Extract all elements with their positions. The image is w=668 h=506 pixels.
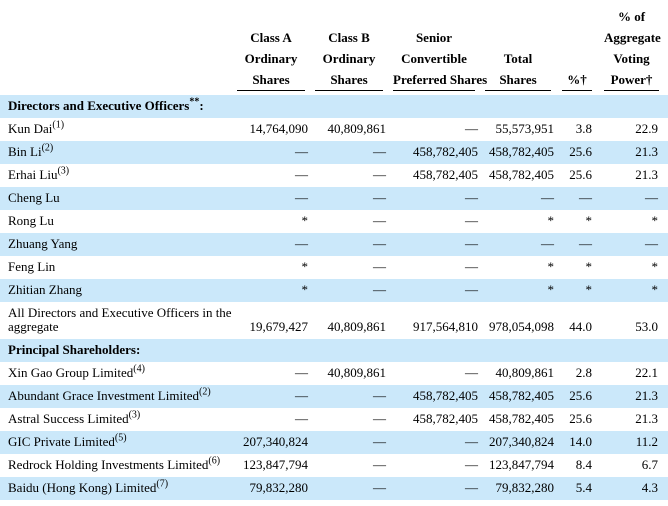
cell-preferred-shares: 458,782,405 xyxy=(413,411,478,426)
cell-voting-power: 22.9 xyxy=(635,121,658,136)
section-row xyxy=(0,95,668,118)
cell-voting-power: 22.1 xyxy=(635,365,658,380)
header-line: %† xyxy=(567,72,587,87)
cell-percent: 5.4 xyxy=(575,480,592,495)
header-line: Class B xyxy=(328,30,370,45)
header-line: Aggregate xyxy=(604,30,661,45)
table-row xyxy=(0,164,668,187)
cell-preferred-shares: — xyxy=(465,365,478,380)
cell-class-b-shares: — xyxy=(373,167,386,182)
cell-total-shares: 978,054,098 xyxy=(489,319,554,334)
cell-class-a-shares: 14,764,090 xyxy=(249,121,308,136)
ownership-table xyxy=(0,6,668,500)
table-row xyxy=(0,279,668,302)
holder-label: Abundant Grace Investment Limited xyxy=(8,388,199,403)
table-row xyxy=(0,431,668,454)
holder-label: Astral Success Limited xyxy=(8,411,129,426)
cell-percent: 14.0 xyxy=(569,434,592,449)
cell-voting-power: 21.3 xyxy=(635,144,658,159)
table-row xyxy=(0,210,668,233)
cell-percent: * xyxy=(585,259,592,274)
cell-holder-name xyxy=(0,164,232,187)
cell-class-a-shares: — xyxy=(295,190,308,205)
header-line: Ordinary xyxy=(244,51,298,66)
cell-percent: * xyxy=(585,282,592,297)
cell-preferred-shares: — xyxy=(465,434,478,449)
cell-class-b-shares: — xyxy=(373,457,386,472)
header-line: Shares xyxy=(252,72,290,87)
cell-total-shares: — xyxy=(541,190,554,205)
cell-percent: — xyxy=(579,190,592,205)
cell-class-b-shares: — xyxy=(373,480,386,495)
cell-voting-power: 21.3 xyxy=(635,388,658,403)
footnote-ref: (1) xyxy=(52,119,65,131)
section-colon: : xyxy=(135,342,141,357)
cell-total-shares: 207,340,824 xyxy=(489,434,554,449)
section-colon: : xyxy=(199,98,204,113)
cell-percent: * xyxy=(585,213,592,228)
cell-total-shares: 458,782,405 xyxy=(489,411,554,426)
cell-class-b-shares: — xyxy=(373,434,386,449)
cell-class-b-shares: 40,809,861 xyxy=(327,319,386,334)
cell-voting-power: 53.0 xyxy=(635,319,658,334)
cell-preferred-shares: — xyxy=(465,457,478,472)
section-label: Principal Shareholders xyxy=(8,342,136,357)
header-line: Convertible xyxy=(401,51,467,66)
cell-holder-name xyxy=(0,385,232,408)
cell-preferred-shares: — xyxy=(465,259,478,274)
cell-preferred-shares: — xyxy=(465,190,478,205)
cell-percent: 8.4 xyxy=(575,457,592,472)
holder-label: Xin Gao Group Limited xyxy=(8,365,134,380)
holder-label: All Directors and Executive Officers in the aggregate xyxy=(8,305,232,334)
cell-preferred-shares: 458,782,405 xyxy=(413,388,478,403)
header-class-a-shares xyxy=(232,6,310,95)
header-line: Power† xyxy=(610,72,653,87)
holder-label: Baidu (Hong Kong) Limited xyxy=(8,480,157,495)
holder-label: Feng Lin xyxy=(8,259,56,274)
cell-percent: — xyxy=(579,236,592,251)
header-line: Voting xyxy=(613,51,650,66)
holder-label: Zhitian Zhang xyxy=(8,282,83,297)
cell-voting-power: 21.3 xyxy=(635,411,658,426)
holder-label: GIC Private Limited xyxy=(8,434,115,449)
cell-total-shares: 79,832,280 xyxy=(495,480,554,495)
section-row xyxy=(0,339,668,362)
cell-percent: 3.8 xyxy=(575,121,592,136)
cell-percent: 25.6 xyxy=(569,167,592,182)
cell-class-b-shares: — xyxy=(373,144,386,159)
cell-preferred-shares: 458,782,405 xyxy=(413,167,478,182)
table-row xyxy=(0,233,668,256)
footnote-ref: (6) xyxy=(208,455,221,467)
cell-preferred-shares: — xyxy=(465,282,478,297)
table-row xyxy=(0,362,668,385)
holder-label: Kun Dai xyxy=(8,121,53,136)
footnote-ref: (7) xyxy=(156,478,169,490)
cell-percent: 25.6 xyxy=(569,388,592,403)
holder-label: Zhuang Yang xyxy=(8,236,78,251)
header-row xyxy=(0,6,668,95)
header-name-column xyxy=(0,6,232,95)
cell-voting-power: 21.3 xyxy=(635,167,658,182)
table-row xyxy=(0,302,668,339)
table-row xyxy=(0,187,668,210)
table-row xyxy=(0,118,668,141)
table-row xyxy=(0,256,668,279)
footnote-ref: (3) xyxy=(128,409,141,421)
footnote-ref: (3) xyxy=(57,165,70,177)
cell-total-shares: 40,809,861 xyxy=(495,365,554,380)
cell-class-b-shares: — xyxy=(373,388,386,403)
holder-label: Erhai Liu xyxy=(8,167,58,182)
cell-total-shares: 458,782,405 xyxy=(489,167,554,182)
table-row xyxy=(0,141,668,164)
cell-total-shares: 123,847,794 xyxy=(489,457,554,472)
cell-class-a-shares: 123,847,794 xyxy=(243,457,308,472)
header-line: Preferred Shares xyxy=(393,72,488,87)
cell-class-a-shares: — xyxy=(295,365,308,380)
cell-percent: 44.0 xyxy=(569,319,592,334)
cell-class-b-shares: — xyxy=(373,213,386,228)
cell-class-a-shares: 79,832,280 xyxy=(249,480,308,495)
cell-total-shares: * xyxy=(547,259,554,274)
cell-voting-power: 4.3 xyxy=(641,480,658,495)
footnote-ref: (2) xyxy=(41,142,54,154)
cell-class-b-shares: — xyxy=(373,236,386,251)
cell-percent: 2.8 xyxy=(575,365,592,380)
holder-label: Cheng Lu xyxy=(8,190,60,205)
cell-class-b-shares: 40,809,861 xyxy=(327,365,386,380)
cell-holder-name xyxy=(0,454,232,477)
cell-total-shares: 458,782,405 xyxy=(489,388,554,403)
cell-holder-name xyxy=(0,362,232,385)
cell-voting-power: * xyxy=(651,213,658,228)
cell-total-shares: * xyxy=(547,282,554,297)
cell-voting-power: * xyxy=(651,282,658,297)
cell-voting-power: * xyxy=(651,259,658,274)
cell-class-b-shares: — xyxy=(373,411,386,426)
header-line: Senior xyxy=(415,30,453,45)
table-row xyxy=(0,477,668,500)
cell-class-a-shares: — xyxy=(295,236,308,251)
footnote-ref: (5) xyxy=(114,432,127,444)
cell-holder-name xyxy=(0,302,232,339)
footnote-ref: (4) xyxy=(133,363,145,375)
header-line: % of xyxy=(617,9,646,24)
cell-holder-name xyxy=(0,279,232,302)
header-preferred-shares xyxy=(388,6,488,95)
cell-preferred-shares: 458,782,405 xyxy=(413,144,478,159)
cell-class-a-shares: — xyxy=(295,411,308,426)
cell-class-b-shares: — xyxy=(373,190,386,205)
cell-class-a-shares: * xyxy=(301,282,308,297)
cell-holder-name xyxy=(0,210,232,233)
cell-holder-name xyxy=(0,233,232,256)
cell-percent: 25.6 xyxy=(569,144,592,159)
footnote-ref: (2) xyxy=(198,386,211,398)
header-voting-power xyxy=(594,6,668,95)
cell-voting-power: 6.7 xyxy=(641,457,658,472)
cell-class-a-shares: — xyxy=(295,388,308,403)
cell-class-b-shares: — xyxy=(373,259,386,274)
header-line: Shares xyxy=(330,72,368,87)
cell-total-shares: 458,782,405 xyxy=(489,144,554,159)
holder-label: Redrock Holding Investments Limited xyxy=(8,457,209,472)
holder-label: Bin Li xyxy=(8,144,42,159)
header-line: Shares xyxy=(499,72,537,87)
table-row xyxy=(0,385,668,408)
cell-class-a-shares: 19,679,427 xyxy=(249,319,308,334)
cell-total-shares: * xyxy=(547,213,554,228)
header-total-shares xyxy=(480,6,556,95)
table-row xyxy=(0,454,668,477)
cell-holder-name xyxy=(0,118,232,141)
cell-voting-power: 11.2 xyxy=(635,434,658,449)
cell-preferred-shares: — xyxy=(465,213,478,228)
cell-voting-power: — xyxy=(645,236,658,251)
cell-holder-name xyxy=(0,187,232,210)
cell-preferred-shares: — xyxy=(465,480,478,495)
cell-total-shares: 55,573,951 xyxy=(495,121,554,136)
cell-class-a-shares: * xyxy=(301,259,308,274)
header-line: Ordinary xyxy=(322,51,376,66)
cell-class-b-shares: — xyxy=(373,282,386,297)
table-row xyxy=(0,408,668,431)
cell-holder-name xyxy=(0,141,232,164)
footnote-ref: ** xyxy=(189,96,200,108)
cell-class-a-shares: 207,340,824 xyxy=(243,434,308,449)
cell-total-shares: — xyxy=(541,236,554,251)
cell-class-a-shares: * xyxy=(301,213,308,228)
header-line: Total xyxy=(503,51,533,66)
cell-percent: 25.6 xyxy=(569,411,592,426)
cell-class-a-shares: — xyxy=(295,144,308,159)
cell-class-b-shares: 40,809,861 xyxy=(327,121,386,136)
header-percent xyxy=(556,6,594,95)
cell-class-a-shares: — xyxy=(295,167,308,182)
cell-voting-power: — xyxy=(645,190,658,205)
holder-label: Rong Lu xyxy=(8,213,54,228)
section-label: Directors and Executive Officers xyxy=(8,98,190,113)
cell-holder-name xyxy=(0,477,232,500)
header-line: Class A xyxy=(250,30,292,45)
cell-holder-name xyxy=(0,256,232,279)
cell-preferred-shares: — xyxy=(465,121,478,136)
cell-preferred-shares: 917,564,810 xyxy=(413,319,478,334)
cell-preferred-shares: — xyxy=(465,236,478,251)
cell-holder-name xyxy=(0,431,232,454)
header-class-b-shares xyxy=(310,6,388,95)
cell-holder-name xyxy=(0,408,232,431)
